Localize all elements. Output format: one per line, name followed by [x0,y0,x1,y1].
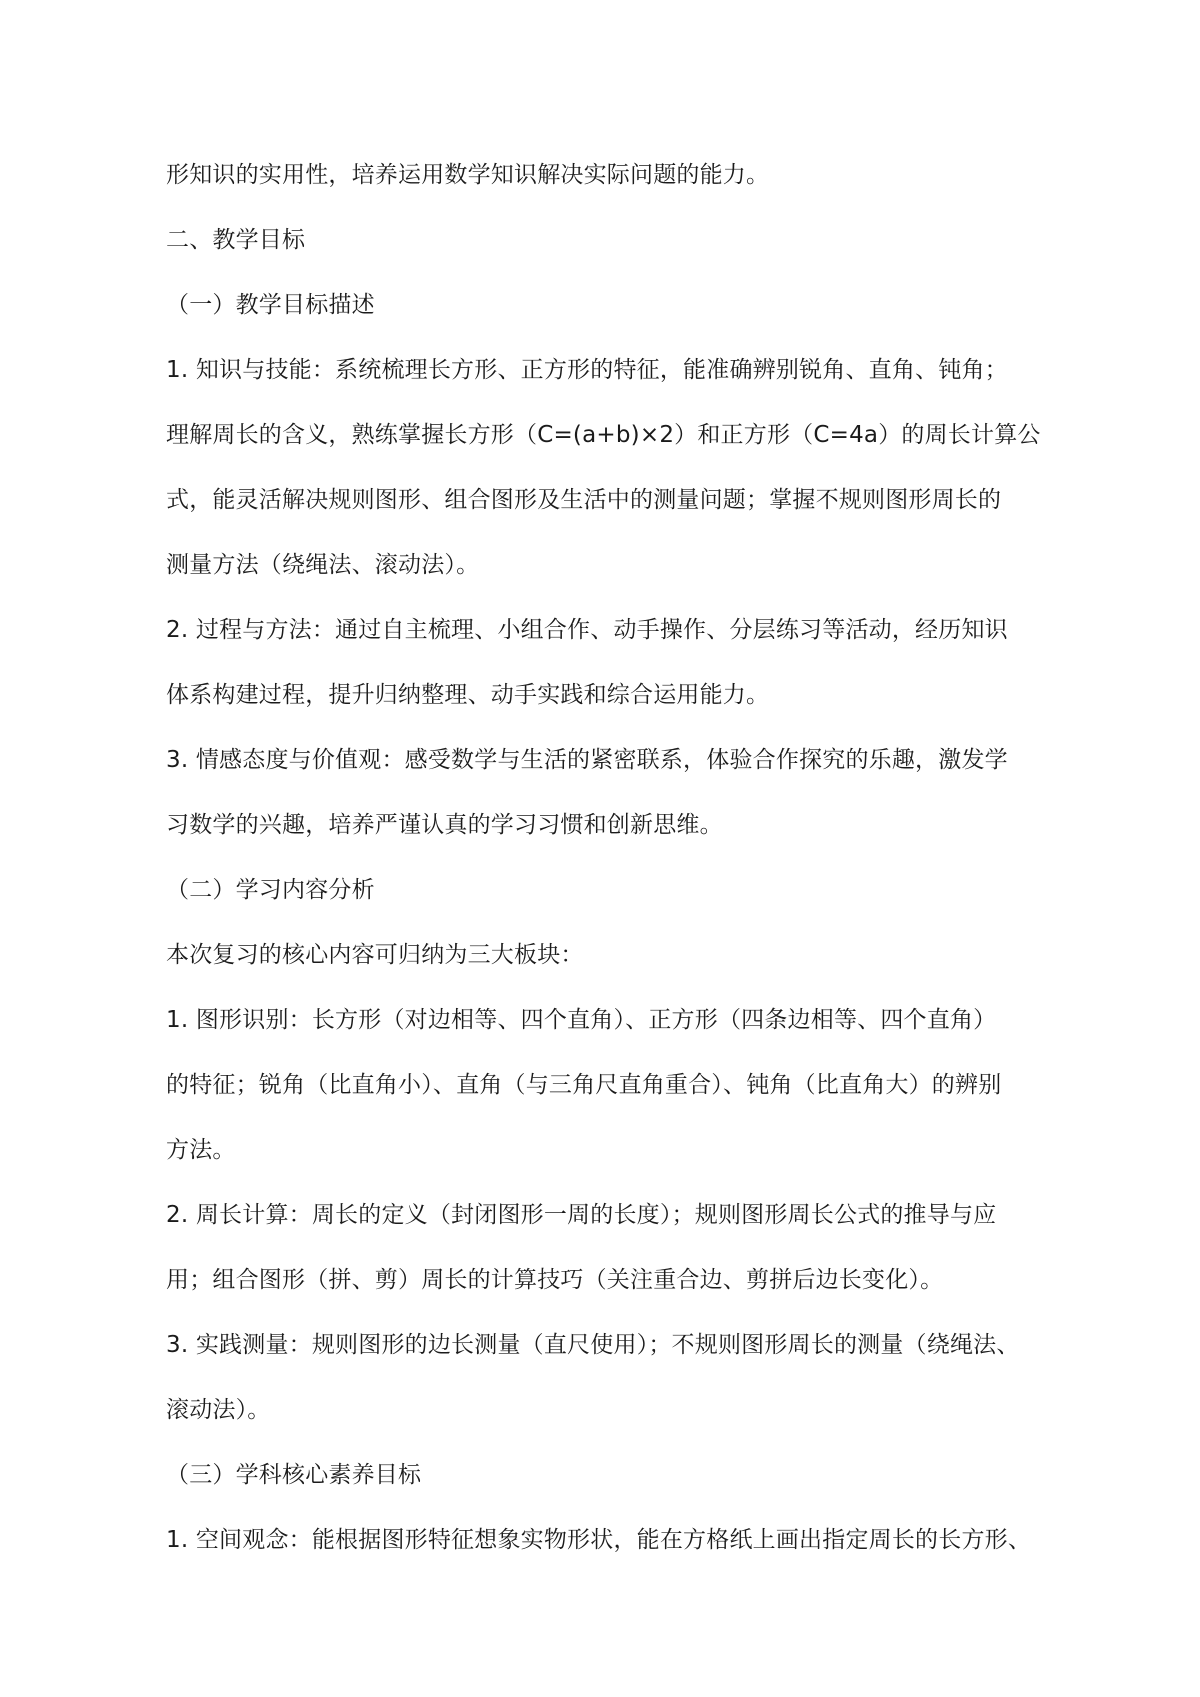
text-line-9: 体系构建过程，提升归纳整理、动手实践和综合运用能力。 [166,682,770,708]
text-line-17: 2. 周长计算：周长的定义（封闭图形一周的长度）；规则图形周长公式的推导与应 [166,1202,997,1228]
text-line-8: 2. 过程与方法：通过自主梳理、小组合作、动手操作、分层练习等活动，经历知识 [166,617,1008,643]
text-line-5: 理解周长的含义，熟练掌握长方形（C=(a+b)×2）和正方形（C=4a）的周长计算公 [166,422,1041,448]
text-line-13: 本次复习的核心内容可归纳为三大板块： [166,942,584,968]
text-line-22: 1. 空间观念：能根据图形特征想象实物形状，能在方格纸上画出指定周长的长方形、 [166,1527,1032,1553]
text-line-19: 3. 实践测量：规则图形的边长测量（直尺使用）；不规则图形周长的测量（绕绳法、 [166,1332,1020,1358]
text-line-20: 滚动法）。 [166,1397,271,1423]
subsection-heading-content-analysis: （二）学习内容分析 [166,877,375,903]
section-heading-teaching-goals: 二、教学目标 [166,227,306,253]
text-line-1: 形知识的实用性，培养运用数学知识解决实际问题的能力。 [166,162,770,188]
text-line-18: 用；组合图形（拼、剪）周长的计算技巧（关注重合边、剪拼后边长变化）。 [166,1267,944,1293]
text-line-4: 1. 知识与技能：系统梳理长方形、正方形的特征，能准确辨别锐角、直角、钝角； [166,357,1008,383]
subsection-heading-goal-description: （一）教学目标描述 [166,292,375,318]
text-line-15: 的特征；锐角（比直角小）、直角（与三角尺直角重合）、钝角（比直角大）的辨别 [166,1072,1002,1098]
text-line-11: 习数学的兴趣，培养严谨认真的学习习惯和创新思维。 [166,812,723,838]
subsection-heading-core-literacy: （三）学科核心素养目标 [166,1462,422,1488]
text-line-7: 测量方法（绕绳法、滚动法）。 [166,552,480,578]
text-line-14: 1. 图形识别：长方形（对边相等、四个直角）、正方形（四条边相等、四个直角） [166,1007,997,1033]
text-line-16: 方法。 [166,1137,236,1163]
text-line-10: 3. 情感态度与价值观：感受数学与生活的紧密联系，体验合作探究的乐趣，激发学 [166,747,1008,773]
text-line-6: 式，能灵活解决规则图形、组合图形及生活中的测量问题；掌握不规则图形周长的 [166,487,1002,513]
